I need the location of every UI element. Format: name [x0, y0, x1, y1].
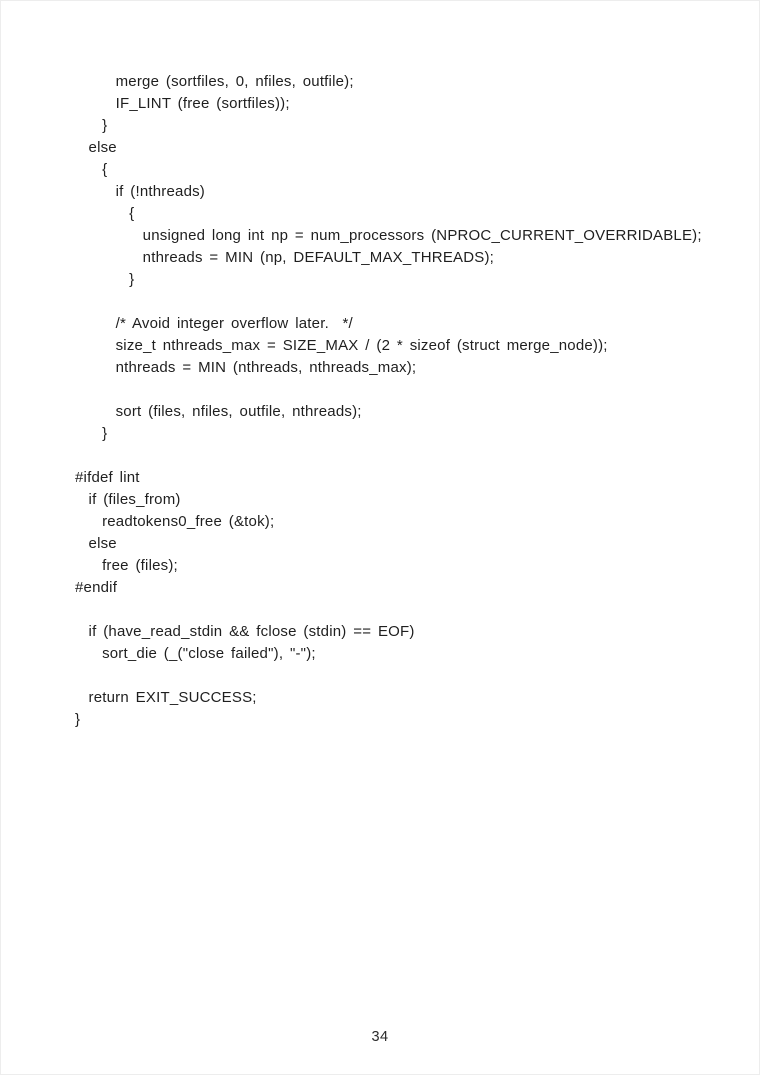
code-line: } — [75, 117, 108, 134]
page-number: 34 — [371, 1029, 389, 1045]
code-line: sort (files, nfiles, outfile, nthreads); — [75, 403, 362, 420]
code-line: { — [75, 161, 108, 178]
code-line — [75, 445, 743, 467]
code-line — [75, 291, 743, 313]
code-block — [75, 71, 743, 731]
code-line: sort_die (_("close failed"), "-"); — [75, 645, 316, 662]
code-line: /* Avoid integer overflow later. */ — [75, 315, 353, 332]
code-line: IF_LINT (free (sortfiles)); — [75, 95, 290, 112]
code-line: if (!nthreads) — [75, 183, 206, 200]
code-line: { — [75, 205, 135, 222]
code-line: if (have_read_stdin && fclose (stdin) == EOF) — [75, 623, 415, 640]
code-line: #endif — [75, 579, 118, 596]
code-line — [75, 665, 743, 687]
code-line: #ifdef lint — [75, 469, 140, 486]
code-line: } — [75, 271, 135, 288]
code-line: nthreads = MIN (nthreads, nthreads_max); — [75, 359, 417, 376]
code-line — [75, 379, 743, 401]
code-line: return EXIT_SUCCESS; — [75, 689, 257, 706]
code-line: } — [75, 425, 108, 442]
code-line: unsigned long int np = num_processors (NPROC_CURRENT_OVERRIDABLE); — [75, 227, 702, 244]
code-line — [75, 599, 743, 621]
code-line: free (files); — [75, 557, 178, 574]
code-line: size_t nthreads_max = SIZE_MAX / (2 * sizeof (struct merge_node)); — [75, 337, 608, 354]
code-line: else — [75, 139, 117, 156]
code-line: readtokens0_free (&tok); — [75, 513, 275, 530]
code-line: else — [75, 535, 117, 552]
code-line: nthreads = MIN (np, DEFAULT_MAX_THREADS); — [75, 249, 495, 266]
code-line: if (files_from) — [75, 491, 181, 508]
code-line: } — [75, 711, 81, 728]
code-line: merge (sortfiles, 0, nfiles, outfile); — [75, 73, 354, 90]
